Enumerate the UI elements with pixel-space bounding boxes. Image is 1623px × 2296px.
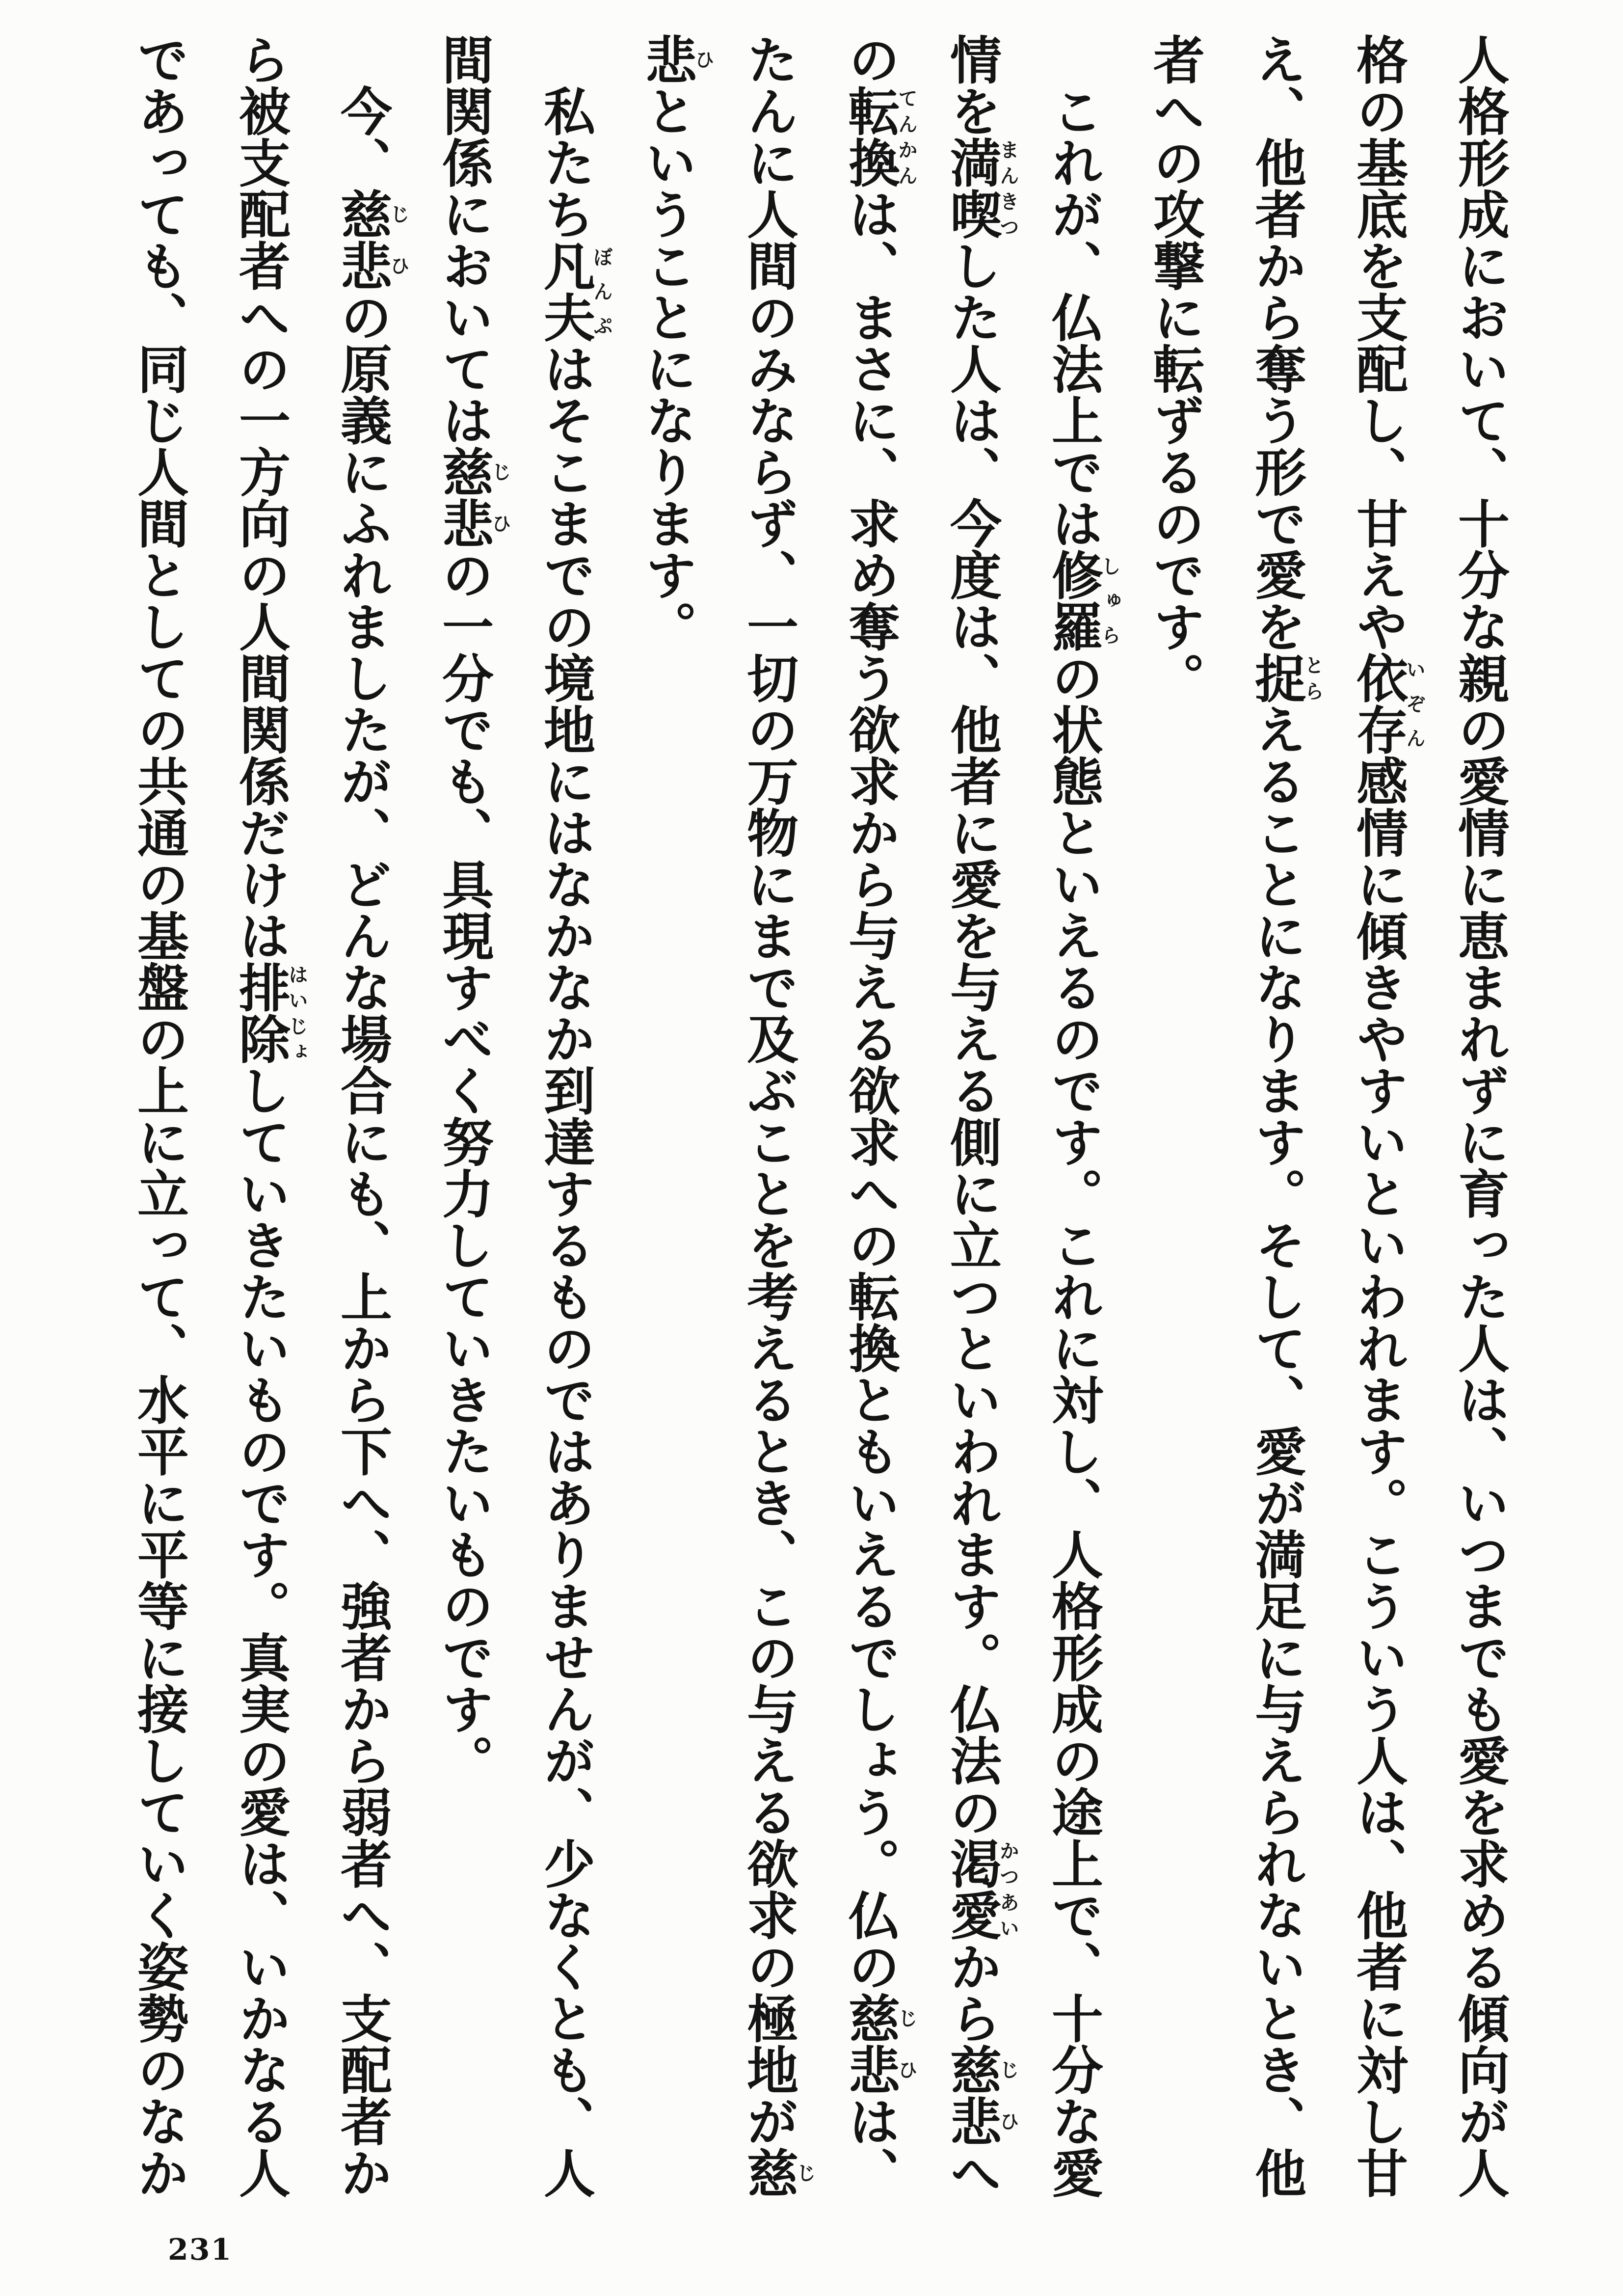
text-run: の一分でも、具現すべく努力していきたいものです。 bbox=[434, 549, 495, 1786]
text-run: の状態といえるのです。これに対し、人格形成の途上で、十分な愛 bbox=[1043, 652, 1104, 2198]
ruby-base: 捉 bbox=[1247, 652, 1307, 703]
furigana: かつあい bbox=[996, 1837, 1020, 1941]
ruby-base: 依存 bbox=[1348, 652, 1409, 755]
text-line bbox=[1023, 33, 1124, 2198]
text-run: の原義にふれましたが、どんな場合にも、上から下へ、強者から弱者へ、支配者か bbox=[332, 291, 393, 2198]
ruby-word bbox=[840, 1992, 918, 2095]
ruby-base: 慈 bbox=[739, 2147, 799, 2198]
furigana: じひ bbox=[387, 188, 410, 291]
ruby-base: 慈悲 bbox=[840, 1992, 901, 2095]
furigana: とら bbox=[1301, 652, 1325, 703]
text-run: していきたいものです。真実の愛は、いかなる人 bbox=[231, 1064, 292, 2198]
ruby-word bbox=[1043, 549, 1121, 652]
ruby-word bbox=[434, 446, 512, 549]
text-run: 私たち bbox=[535, 85, 596, 240]
text-run: これが、仏法上では bbox=[1043, 85, 1104, 549]
text-run: 感情に傾きやすいといわれます。こういう人は、他者に対し甘 bbox=[1348, 755, 1409, 2198]
text-line bbox=[108, 33, 210, 2198]
text-line bbox=[312, 33, 413, 2198]
text-line bbox=[1226, 33, 1328, 2198]
furigana: じひ bbox=[488, 446, 512, 549]
ruby-base: 修羅 bbox=[1043, 549, 1104, 652]
text-run: 人格形成において、十分な親の愛情に恵まれずに育った人は、いつまでも愛を求める傾向が人 bbox=[1450, 33, 1511, 2198]
text-run: は、 bbox=[840, 2095, 901, 2198]
text-run: ということになります。 bbox=[637, 85, 698, 652]
ruby-base: 転換 bbox=[840, 85, 901, 188]
ruby-word bbox=[231, 961, 309, 1064]
vertical-text-body bbox=[108, 33, 1531, 2198]
text-run: であっても、同じ人間としての共通の基盤の上に立って、水平に平等に接していく姿勢のなか bbox=[129, 33, 190, 2198]
ruby-base: 慈悲 bbox=[332, 188, 393, 291]
text-line bbox=[820, 33, 921, 2198]
ruby-word bbox=[332, 188, 410, 291]
page-number: 231 bbox=[168, 2233, 233, 2267]
text-line bbox=[1124, 33, 1226, 2198]
ruby-word bbox=[942, 136, 1020, 240]
text-line bbox=[413, 33, 515, 2198]
text-line bbox=[515, 33, 616, 2198]
text-run: えることになります。そして、愛が満足に与えられないとき、他 bbox=[1247, 703, 1307, 2198]
text-run: はそこまでの境地にはなかなか到達するものではありませんが、少なくとも、人 bbox=[535, 343, 596, 2198]
text-run: 今、 bbox=[332, 85, 393, 188]
text-run: たんに人間のみならず、一切の万物にまで及ぶことを考えるとき、この与える欲求の極地が bbox=[739, 33, 799, 2147]
text-run: ら被支配者への一方向の人間関係だけは bbox=[231, 33, 292, 961]
furigana: しゅら bbox=[1098, 549, 1121, 652]
furigana: いぞん bbox=[1403, 652, 1426, 755]
ruby-word bbox=[739, 2147, 817, 2198]
text-line bbox=[210, 33, 312, 2198]
ruby-word bbox=[535, 240, 613, 343]
text-run: 間関係においては bbox=[434, 33, 495, 446]
text-line bbox=[1328, 33, 1429, 2198]
text-run: は、まさに、求め奪う欲求から与える欲求への転換ともいえるでしょう。仏の bbox=[840, 188, 901, 1992]
text-run: した人は、今度は、他者に愛を与える側に立つといわれます。仏法の bbox=[942, 240, 1003, 1837]
furigana: てんかん bbox=[895, 85, 918, 188]
ruby-word bbox=[1247, 652, 1325, 703]
text-line bbox=[718, 33, 820, 2198]
text-run: の bbox=[840, 33, 901, 85]
ruby-base: 渇愛 bbox=[942, 1837, 1003, 1941]
furigana: じ bbox=[793, 2147, 817, 2198]
furigana: ひ bbox=[692, 33, 715, 85]
furigana: ぼんぷ bbox=[590, 240, 613, 343]
ruby-word bbox=[942, 1837, 1020, 1941]
text-run: 情を bbox=[942, 33, 1003, 136]
ruby-word bbox=[840, 85, 918, 188]
text-run: 者への攻撃に転ずるのです。 bbox=[1145, 33, 1206, 703]
ruby-base: 慈悲 bbox=[434, 446, 495, 549]
ruby-word bbox=[1348, 652, 1426, 755]
text-run: 格の基底を支配し、甘えや bbox=[1348, 33, 1409, 652]
furigana: はいじょ bbox=[285, 961, 309, 1064]
ruby-word bbox=[942, 2044, 1020, 2147]
text-run: へ bbox=[942, 2147, 1003, 2198]
ruby-word bbox=[637, 33, 715, 85]
text-line bbox=[1429, 33, 1531, 2198]
furigana: じひ bbox=[895, 1992, 918, 2095]
text-run: から bbox=[942, 1941, 1003, 2044]
ruby-base: 排除 bbox=[231, 961, 292, 1064]
text-line bbox=[921, 33, 1023, 2198]
text-run: え、他者から奪う形で愛を bbox=[1247, 33, 1307, 652]
furigana: まんきつ bbox=[996, 136, 1020, 240]
furigana: じひ bbox=[996, 2044, 1020, 2147]
ruby-base: 悲 bbox=[637, 33, 698, 85]
ruby-base: 凡夫 bbox=[535, 240, 596, 343]
text-line bbox=[616, 33, 718, 2198]
ruby-base: 満喫 bbox=[942, 136, 1003, 240]
ruby-base: 慈悲 bbox=[942, 2044, 1003, 2147]
